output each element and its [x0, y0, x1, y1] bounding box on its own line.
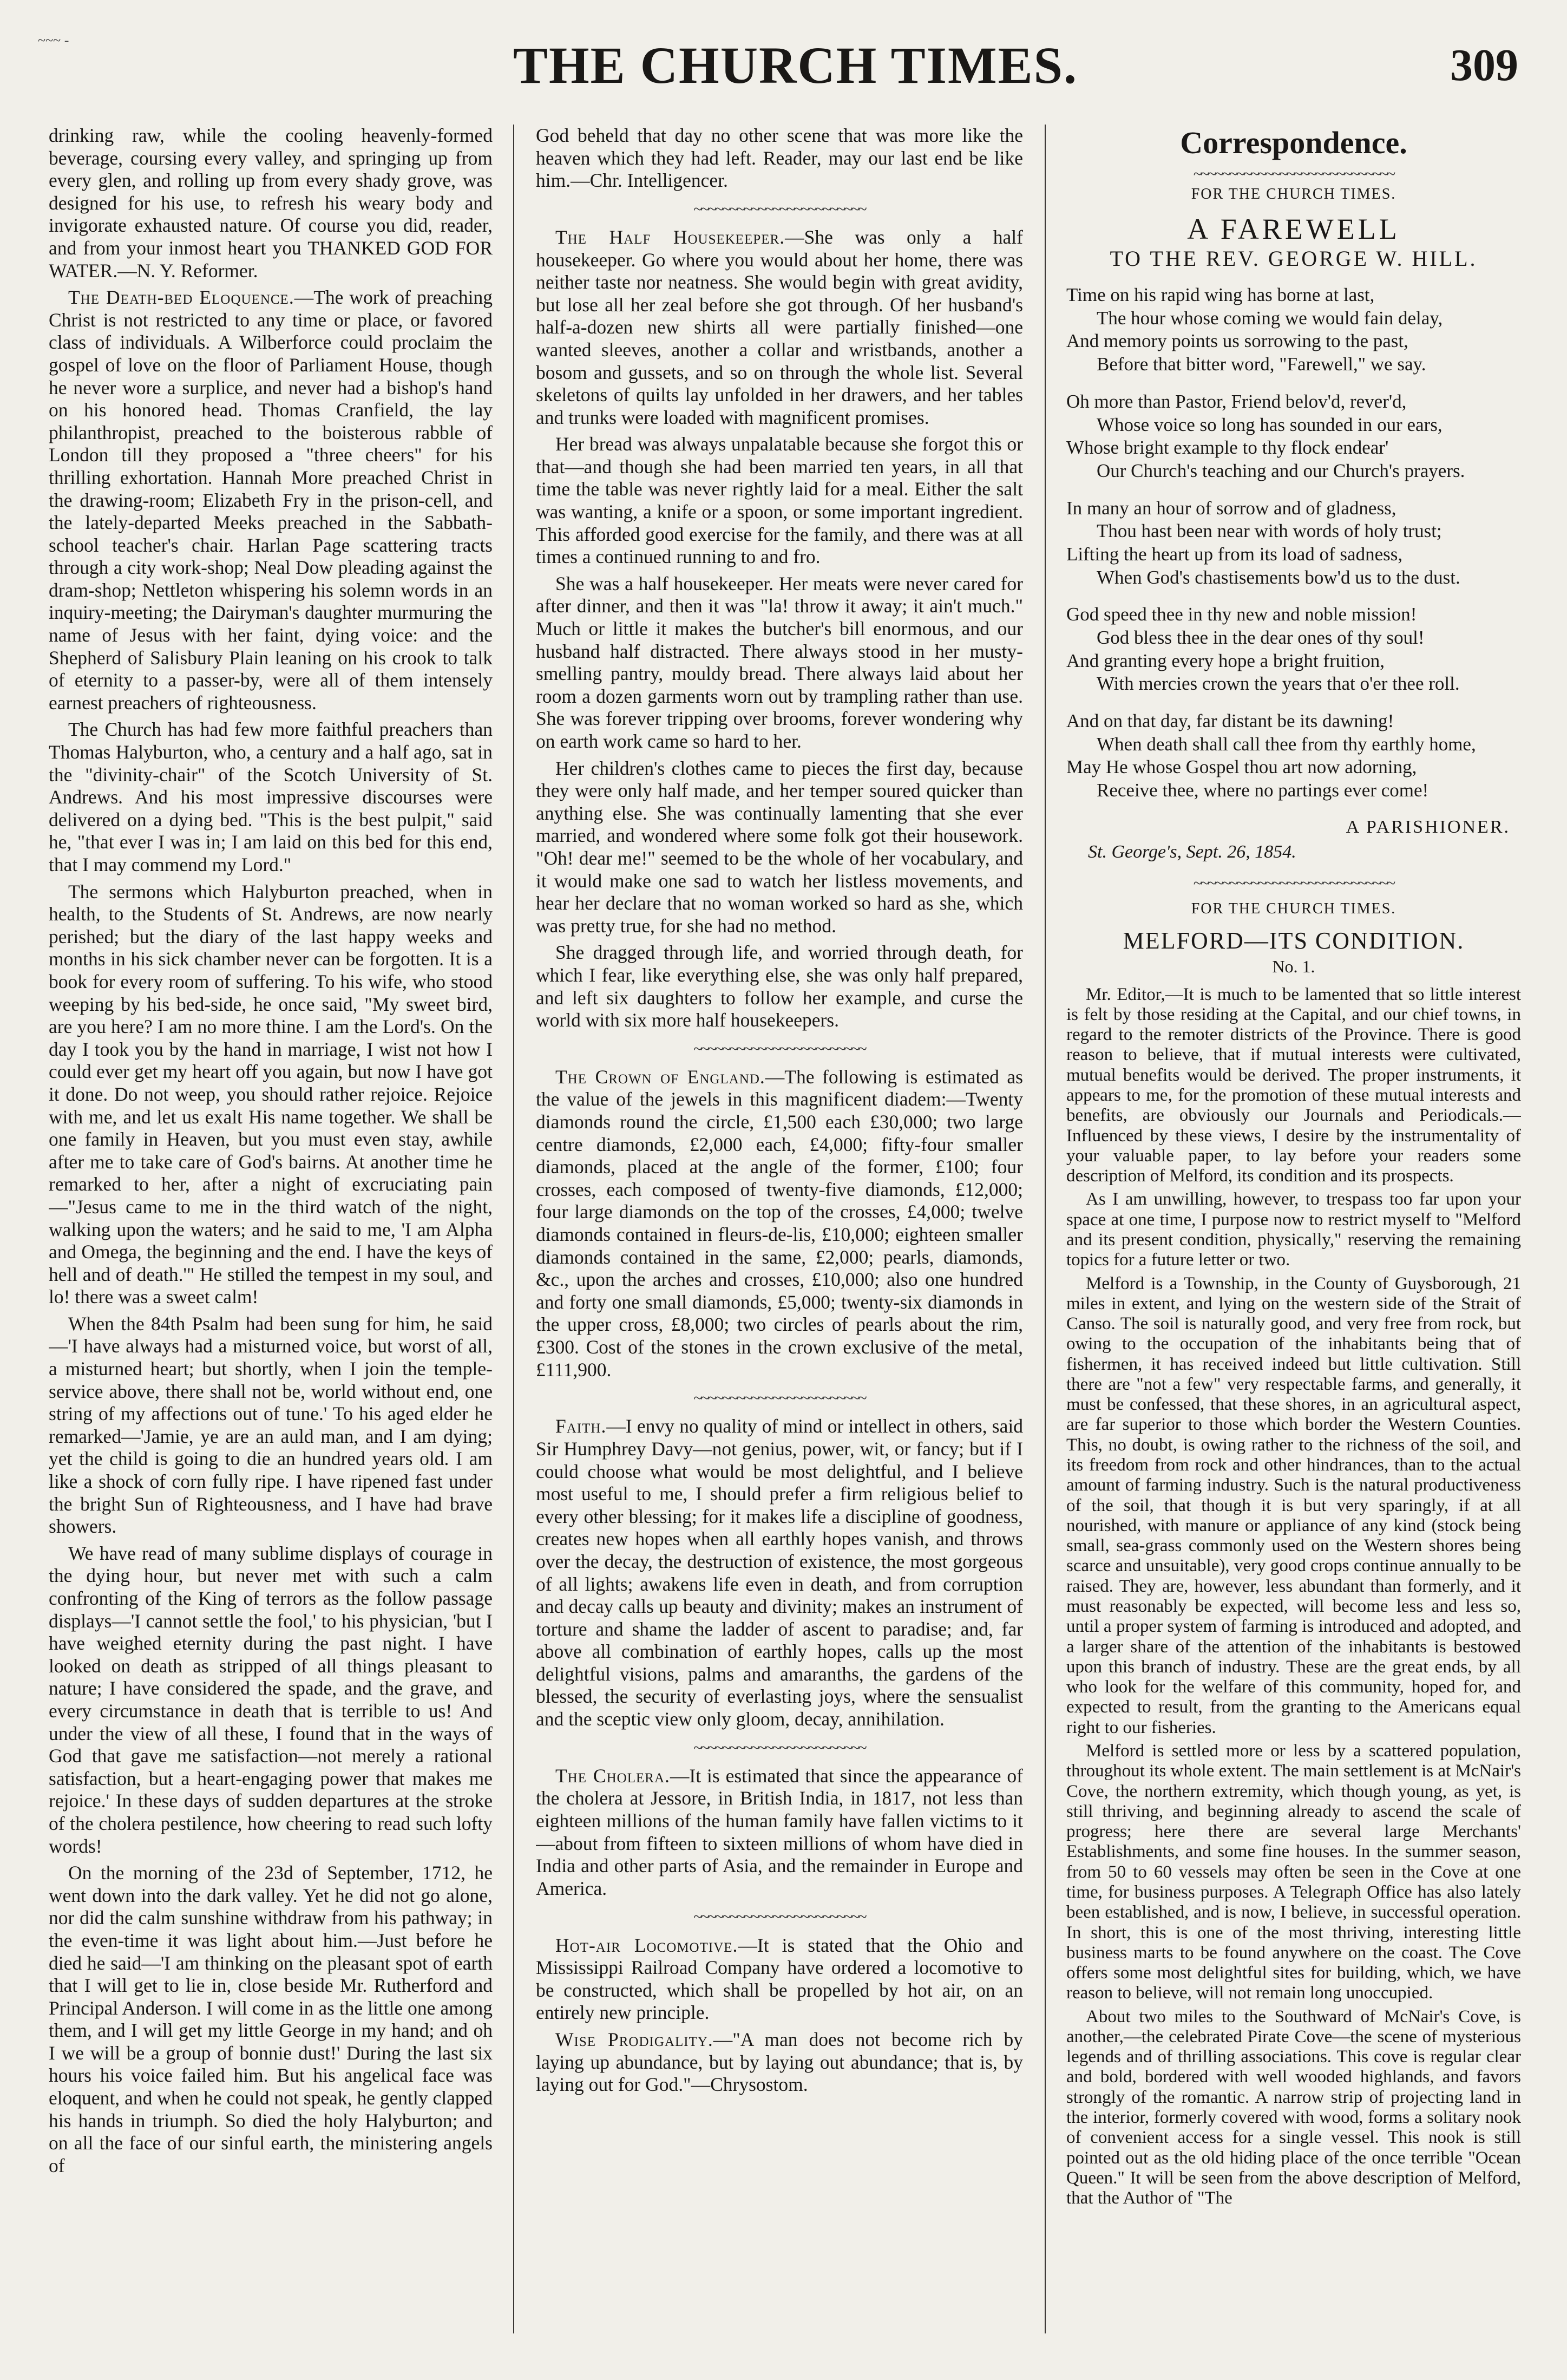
article-body: —She was only a half housekeeper. Go where you would about her home, there was neither taste nor neatness. She would begin with great avidity, but lose all her zeal before she got through. Of her husband's half-a-dozen new shirts all were partially finished—one wanted sleeves, another a collar and wristbands, another a bosom and gussets, and so on through the whole list. Several skeletons of quilts lay unfolded in her drawers, and her tables and trunks were loaded with magnificent promises.: [536, 226, 1023, 428]
poem-line: Thou hast been near with words of holy trust;: [1097, 520, 1442, 542]
article-heading: The Death-bed Eloquence.: [68, 286, 294, 309]
paragraph: God beheld that day no other scene that was more like the heaven which they had left. Reader, may our last end be like him.—Chr. Intelligencer.: [536, 125, 1023, 192]
poem-line: Whose bright example to thy flock endear': [1066, 437, 1389, 459]
article-title: MELFORD—ITS CONDITION.: [1123, 927, 1465, 954]
signature: A PARISHIONER.: [1346, 816, 1510, 837]
ornamental-divider: ~~~~~~~~~~~~~~~~~~~~~~~~: [693, 1389, 866, 1408]
ornamental-divider: ~~~~~~~~~~~~~~~~~~~~~~~~: [693, 1738, 866, 1757]
article-heading: The Half Housekeeper.: [555, 226, 785, 248]
article-body: —"A man does not become rich by laying up abundance, but by laying out abundance; that is, by laying out for God."—Chrysostom.: [536, 2028, 1023, 2096]
paragraph: About two miles to the Southward of McNair's Cove, is another,—the celebrated Pirate Cove—the scene of mysterious legends and of thrilling associations. This cove is regular clear and bold, bordered with well wooded highlands, and favors strongly of the romantic. A narrow strip of projecting land in the interior, formerly covered with wood, forms a solitary nook of convenient access for a single vessel. This nook is still pointed out as the old hiding place of the once terrible "Ocean Queen." It will be seen from the above description of Melford, that the Author of "The: [1066, 2006, 1521, 2208]
poem-line: In many an hour of sorrow and of gladness,: [1066, 497, 1396, 519]
article-body: —It is stated that the Ohio and Mississippi Railroad Company have ordered a locomotive to be constructed, which shall be propelled by hot air, on an entirely new principle.: [536, 1934, 1023, 2024]
poem-line: Receive thee, where no partings ever come!: [1097, 780, 1429, 801]
poem-stanza: [1066, 284, 1521, 376]
poem-line: Our Church's teaching and our Church's prayers.: [1097, 460, 1465, 481]
edge-mark: ~~~ -: [38, 32, 69, 48]
article-half-housekeeper: [536, 226, 1023, 429]
poem-line: And granting every hope a bright fruition,: [1066, 650, 1385, 671]
paragraph: Her children's clothes came to pieces the first day, because they were only half made, and her temper soured quicker than anything else. She was continually lamenting that she ever married, and wondered where some folk got their housework. "Oh! dear me!" seemed to be the whole of her vocabulary, and it would make one sad to watch her listless movements, and hear her declare that no woman worked so hard as she, which was pretty true, for she had no method.: [536, 757, 1023, 937]
paragraph: The Church has had few more faithful preachers than Thomas Halyburton, who, a century and a half ago, sat in the "divinity-chair" of the Scotch University of St. Andrews. And his most impressive discourses were delivered on a dying bed. "This is the best pulpit," said he, "that ever I was in; I am laid on this bed for this end, that I may commend my Lord.": [49, 718, 493, 875]
paragraph: When the 84th Psalm had been sung for him, he said—'I have always had a misturned voice, but worst of all, a misturned heart; but shortly, when I join the temple-service above, there shall not be, world without end, one string of my affections out of tune.' To his aged elder he remarked—'Jamie, ye are an auld man, and I am dying; yet the child is going to die an hundred years old. I am like a shock of corn fully ripe. I have ripened fast under the bright Sun of Righteousness, and I have had brave showers.: [49, 1312, 493, 1538]
paragraph: We have read of many sublime displays of courage in the dying hour, but never met with such a calm confronting of the King of terrors as the follow passage displays—'I cannot settle the fool,' to his physician, 'but I have weighed eternity during the past night. I have looked on death as stripped of all things pleasant to nature; I have considered the spade, and the grave, and every circumstance in death that is terrible to us! And under the view of all these, I found that in the ways of God that gave me satisfaction—not merely a rational satisfaction, but a heart-engaging power that makes me rejoice.' In these days of sudden departures at the stroke of the cholera pestilence, how cheering to read such lofty words!: [49, 1542, 493, 1857]
paragraph: Melford is settled more or less by a scattered population, throughout its whole extent. The main settlement is at McNair's Cove, the northern extremity, which though young, as yet, is still thriving, and beginning already to ascend the scale of progress; here there are several large Merchants' Establishments, and some fine houses. In the summer season, from 50 to 60 vessels may often be seen in the Cove at one time, for business purposes. A Telegraph Office has also lately been established, and is now, I believe, in successful operation. In short, this is one of the most thriving, interesting little business marts to be found anywhere on the coast. The Cove offers some most delightful sites for building, which, we have reason to believe, will not remain long unoccupied.: [1066, 1741, 1521, 2003]
column-3: [1066, 125, 1521, 2333]
poem-title: A FAREWELL: [1187, 212, 1400, 245]
poem-line: God speed thee in thy new and noble mission!: [1066, 604, 1417, 625]
page-number: 309: [1450, 40, 1518, 90]
poem-line: May He whose Gospel thou art now adorning,: [1066, 756, 1417, 778]
poem-line: And on that day, far distant be its dawning!: [1066, 710, 1394, 732]
poem-line: Lifting the heart up from its load of sadness,: [1066, 543, 1403, 565]
article-hot-air-locomotive: [536, 1934, 1023, 2024]
poem-stanza: [1066, 603, 1521, 696]
poem-stanza: [1066, 710, 1521, 802]
paragraph: The sermons which Halyburton preached, when in health, to the Students of St. Andrews, are now nearly perished; but the diary of the last happy weeks and months in his sick chamber never can be forgotten. It is a book for every room of suffering. To his wife, who stood weeping by his bed-side, he once said, "My sweet bird, are you here? I am no more thine. I am the Lord's. On the day I took you by the hand in marriage, I wist not how I could ever get my heart off you again, but now I have got it done. Do not weep, you should rather rejoice. Rejoice with me, and let us exalt His name together. We shall be one family in Heaven, but you must even stay, awhile after me to take care of God's bairns. At another time he remarked to her, after a night of excruciating pain—"Jesus came to me in the third watch of the night, walking upon the waters; and he said to me, 'I am Alpha and Omega, the beginning and the end. I have the keys of hell and of death.'" He stilled the tempest in my soul, and lo! there was a sweet calm!: [49, 880, 493, 1308]
column-2: [536, 125, 1023, 2333]
article-heading: Faith.: [555, 1415, 607, 1437]
article-body: —I envy no quality of mind or intellect in others, said Sir Humphrey Davy—not genius, power, wit, or fancy; but if I could choose what would be most delightful, and I believe most useful to me, I should prefer a firm religious belief to every other blessing; for it makes life a discipline of goodness, creates new hopes when all earthly hopes vanish, and throws over the decay, the destruction of existence, the most gorgeous of all lights; awakens life even in death, and from corruption and decay calls up beauty and divinity; makes an instrument of torture and shame the ladder of ascent to paradise; and, far above all combination of earthly hopes, calls up the most delightful visions, palms and amaranths, the gardens of the blessed, the security of everlasting joys, where the sensualist and the sceptic view only gloom, decay, annihilation.: [536, 1415, 1023, 1730]
for-line: FOR THE CHURCH TIMES.: [1191, 186, 1396, 203]
poem-line: Whose voice so long has sounded in our ears,: [1097, 414, 1443, 435]
poem-dedication: TO THE REV. GEORGE W. HILL.: [1110, 246, 1478, 271]
poem-line: Oh more than Pastor, Friend belov'd, rever'd,: [1066, 390, 1407, 412]
ornamental-divider: ~~~~~~~~~~~~~~~~~~~~~~~~: [693, 1039, 866, 1058]
article-heading: The Crown of England.: [555, 1065, 765, 1088]
masthead: [43, 22, 1524, 108]
poem-line: When God's chastisements bow'd us to the dust.: [1097, 566, 1460, 588]
ornamental-divider: ~~~~~~~~~~~~~~~~~~~~~~~~: [693, 1908, 866, 1926]
poem-line: The hour whose coming we would fain delay,: [1097, 307, 1443, 329]
newspaper-title: THE CHURCH TIMES.: [513, 36, 1078, 94]
article-number: No. 1.: [1272, 957, 1315, 977]
article-wise-prodigality: [536, 2029, 1023, 2096]
paragraph: As I am unwilling, however, to trespass too far upon your space at one time, I purpose now to restrict myself to "Melford and its present condition, physically," reserving the remaining topics for a future letter or two.: [1066, 1189, 1521, 1270]
article-body: —The following is estimated as the value of the jewels in this magnificent diadem:—Twenty diamonds round the circle, £1,500 each £30,000; two large centre diamonds, £2,000 each, £4,000; fifty-four smaller diamonds, placed at the angle of the former, £100; four crosses, each composed of twenty-five diamonds, £12,000; four large diamonds on the top of the crosses, £4,000; twelve diamonds contained in fleurs-de-lis, £10,000; eighteen smaller diamonds contained in the same, £2,000; pearls, diamonds, &c., upon the arches and crosses, £10,000; also one hundred and forty one small diamonds, £5,000; twenty-six diamonds in the upper cross, £8,000; two circles of pearls about the rim, £300. Cost of the stones in the crown exclusive of the metal, £111,900.: [536, 1065, 1023, 1381]
ornamental-divider: ~~~~~~~~~~~~~~~~~~~~~~~~~~~~: [1193, 874, 1394, 892]
paragraph: drinking raw, while the cooling heavenly-formed beverage, coursing every valley, and springing up from every glen, and rolling up from every shady grove, was designed for his use, to refresh his weary body and invigorate exhausted nature. Of course you did, reader, and from your inmost heart you THANKED GOD FOR WATER.—N. Y. Reformer.: [49, 125, 493, 282]
ornamental-divider: ~~~~~~~~~~~~~~~~~~~~~~~~: [693, 200, 866, 218]
poem-line: Before that bitter word, "Farewell," we say.: [1097, 354, 1426, 375]
column-rule-left: [513, 125, 514, 2333]
article-heading: Hot-air Locomotive.: [555, 1934, 738, 1956]
melford-article-body: [1066, 985, 1521, 2209]
paragraph: Her bread was always unpalatable because she forgot this or that—and though she had been married ten years, in all that time the table was never rightly laid for a meal. Either the salt was wanting, a knife or a spoon, or some important ingredient. This afforded good exercise for the family, and there was at all times a continued running to and fro.: [536, 433, 1023, 568]
poem-stanza: [1066, 390, 1521, 483]
column-1: [49, 125, 493, 2333]
article-faith: [536, 1415, 1023, 1730]
article-heading: The Cholera.: [555, 1764, 670, 1787]
paragraph: She was a half housekeeper. Her meats were never cared for after dinner, and then it was "la! throw it away; it ain't much." Much or little it makes the butcher's bill enormous, and our husband half distracted. There always stood in her musty-smelling pantry, mouldy bread. There always laid about her room a dozen garments worn out by trampling rather than use. She was forever tripping over brooms, forever wondering why on earth work came so hard to her.: [536, 572, 1023, 752]
dateline: St. George's, Sept. 26, 1854.: [1088, 841, 1296, 862]
paragraph: She dragged through life, and worried through death, for which I fear, like everything else, she was only half prepared, and left six daughters to follow her example, and curse the world with six more half housekeepers.: [536, 941, 1023, 1031]
article-death-bed-eloquence: [49, 286, 493, 714]
column-rule-right: [1045, 125, 1046, 2333]
poem-line: God bless thee in the dear ones of thy soul!: [1097, 627, 1425, 649]
poem-line: And memory points us sorrowing to the past,: [1066, 330, 1408, 352]
article-cholera: [536, 1765, 1023, 1900]
poem-stanza: [1066, 497, 1521, 590]
paragraph: Mr. Editor,—It is much to be lamented that so little interest is felt by those residing at the Capital, and our chief towns, in regard to the remoter districts of the Province. There is good reason to believe, that if mutual interests were cultivated, mutual benefits would be derived. The proper instruments, it appears to me, for the promotion of these mutual interests and benefits, are obviously our Journals and Periodicals.—Influenced by these views, I desire by the instrumentality of your valuable paper, to lay before your readers some description of Melford, its condition and its prospects.: [1066, 984, 1521, 1186]
section-heading: Correspondence.: [1180, 125, 1407, 160]
article-body: —It is estimated that since the appearance of the cholera at Jessore, in British India, in 1817, not less than eighteen millions of the human family have fallen victims to it—about from fifteen to sixteen millions of whom have died in India and other parts of Asia, and the remainder in Europe and America.: [536, 1764, 1023, 1899]
poem-line: Time on his rapid wing has borne at last,: [1066, 284, 1375, 306]
article-body: —The work of preaching Christ is not restricted to any time or place, or favored class of individuals. A Wilberforce could proclaim the gospel of love on the floor of Parliament House, though he never wore a surplice, and never had a bishop's hand on his honored head. Thomas Cranfield, the lay philanthropist, preached to the boisterous rabble of London till they proposed a "three cheers" for his thrilling exhortation. Hannah More preached Christ in the drawing-room; Elizabeth Fry in the prison-cell, and the lately-departed Meeks preached in the Sabbath-school teacher's chair. Harlan Page scattering tracts through a city work-shop; Neal Dow pleading against the dram-shop; Nettleton whispering his solemn words in an inquiry-meeting; the Dairyman's daughter murmuring the name of Jesus with her faint, dying voice: and the Shepherd of Salisbury Plain leaning on his crook to talk of eternity to a passer-by, were all of them intensely earnest preachers of righteousness.: [49, 286, 493, 714]
article-heading: Wise Prodigality.: [555, 2028, 713, 2050]
poem: [1066, 284, 1521, 802]
ornamental-divider: ~~~~~~~~~~~~~~~~~~~~~~~~~~~~: [1193, 165, 1394, 183]
for-line: FOR THE CHURCH TIMES.: [1191, 900, 1396, 917]
poem-line: When death shall call thee from thy earthly home,: [1097, 733, 1476, 755]
paragraph: Melford is a Township, in the County of Guysborough, 21 miles in extent, and lying on the western side of the Strait of Canso. The soil is naturally good, and very free from rock, but owing to the occupation of the inhabitants being that of fishermen, it has received indeed but little cultivation. Still there are "not a few" very respectable farms, and generally, it must be confessed, that these shores, in an agricultural aspect, are far superior to those which border the Western Counties. This, no doubt, is owing rather to the richness of the soil, and its freedom from rock and other hindrances, than to the actual amount of farming industry. Such is the natural productiveness of the soil, that though it is but very sparingly, if at all nourished, with manure or appliance of any kind (stock being small, sea-grass commonly used on the Western shores being scarce and unsuitable), very good crops continue annually to be raised. They are, however, less abundant than formerly, and it must reasonably be expected, will become less and less so, until a proper system of farming is introduced and adopted, and a larger share of the attention of the inhabitants is bestowed upon this branch of industry. These are the great ends, by all who look for the welfare of this community, hoped for, and expected to result, from the granting to the Americans equal right to our fisheries.: [1066, 1273, 1521, 1737]
paragraph: On the morning of the 23d of September, 1712, he went down into the dark valley. Yet he did not go alone, nor did the calm sunshine withdraw from his pathway; in the even-time it was light about him.—Just before he died he said—'I am thinking on the pleasant spot of earth that I will get to lie in, close beside Mr. Rutherford and Principal Anderson. I will come in as the little one among them, and I will get my little George in my hand; and oh I we will be a group of bonnie dust!' During the last six hours his voice failed him. But his angelical face was eloquent, and when he could not speak, he gently clapped his hands in triumph. So died the holy Halyburton; and on all the face of our sinful earth, the ministering angels of: [49, 1862, 493, 2176]
poem-line: With mercies crown the years that o'er thee roll.: [1097, 673, 1460, 695]
article-crown-of-england: [536, 1066, 1023, 1381]
